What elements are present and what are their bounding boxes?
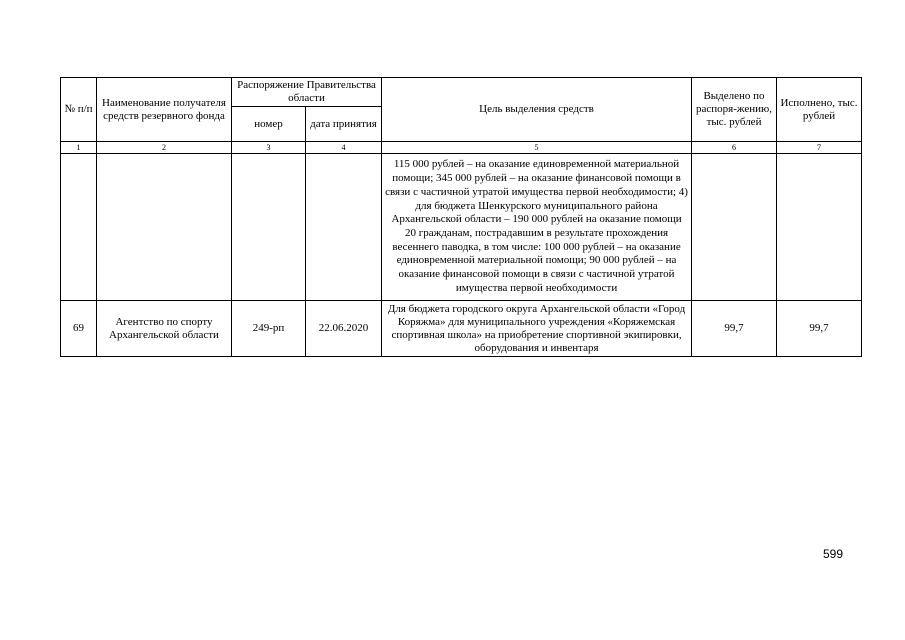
header-executed: Исполнено, тыс. рублей [777, 78, 862, 142]
column-number: 5 [382, 142, 692, 154]
header-order-group: Распоряжение Правительства области [232, 78, 382, 107]
cell-executed [777, 154, 862, 301]
cell-order-number [232, 154, 306, 301]
column-number: 4 [306, 142, 382, 154]
header-row [61, 78, 862, 107]
column-number: 7 [777, 142, 862, 154]
cell-order-date [306, 154, 382, 301]
header-allocated: Выделено по распоря-жению, тыс. рублей [692, 78, 777, 142]
header-purpose: Цель выделения средств [382, 78, 692, 142]
cell-order-number: 249-рп [232, 301, 306, 357]
header-num: № п/п [61, 78, 97, 142]
reserve-fund-table [60, 77, 862, 357]
cell-num [61, 154, 97, 301]
header-order-date: дата принятия [306, 107, 382, 142]
table-row-continuation [61, 154, 862, 301]
column-number: 3 [232, 142, 306, 154]
table-row [61, 301, 862, 357]
cell-recipient [97, 154, 232, 301]
cell-recipient: Агентство по спорту Архангельской области [97, 301, 232, 357]
column-number-row [61, 142, 862, 154]
cell-order-date: 22.06.2020 [306, 301, 382, 357]
page-number: 599 [823, 547, 844, 561]
column-number: 6 [692, 142, 777, 154]
header-order-number: номер [232, 107, 306, 142]
cell-num: 69 [61, 301, 97, 357]
header-recipient: Наименование получателя средств резервного фонда [97, 78, 232, 142]
column-number: 1 [61, 142, 97, 154]
column-number: 2 [97, 142, 232, 154]
cell-allocated [692, 154, 777, 301]
cell-purpose: Для бюджета городского округа Архангельской области «Город Коряжма» для муниципального учреждения «Коряжемская спортивная школа» на приобретение спортивной экипировки, оборудования и инвентаря [382, 301, 692, 357]
cell-allocated: 99,7 [692, 301, 777, 357]
cell-purpose: 115 000 рублей – на оказание единовременной материальной помощи; 345 000 рублей – на оказание финансовой помощи в связи с частичной утратой имущества первой необходимости; 4) для бюджета Шенкурского муниципального района Архангельской области – 190 000 рублей на оказание помощи 20 гражданам, пострадавшим в результате прохождения весеннего паводка, в том числе: 100 000 рублей – на оказание единовременной материальной помощи; 90 000 рублей – на оказание финансовой помощи в связи с частичной утратой имущества первой необходимости [382, 154, 692, 301]
cell-executed: 99,7 [777, 301, 862, 357]
